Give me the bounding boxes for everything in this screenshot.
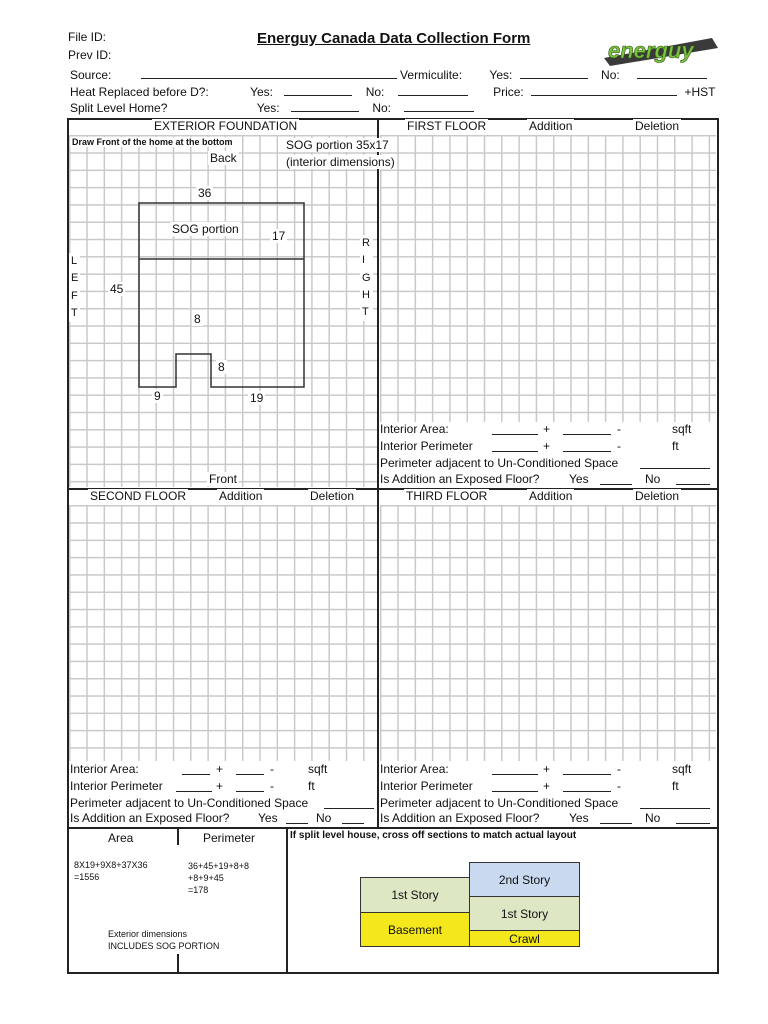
sf-exposed-yes-field[interactable] bbox=[286, 812, 308, 824]
tf-area-add-field[interactable] bbox=[563, 763, 611, 775]
sf-exposed-yes: Yes bbox=[258, 811, 278, 825]
sf-perim-minus: - bbox=[270, 779, 274, 793]
third-floor-deletion[interactable]: Deletion bbox=[635, 489, 680, 503]
tf-exposed-floor-label: Is Addition an Exposed Floor? bbox=[380, 811, 540, 825]
form-title: Energuy Canada Data Collection Form bbox=[257, 30, 531, 47]
ff-perim-field[interactable] bbox=[492, 440, 538, 452]
sf-perim-plus: + bbox=[216, 779, 224, 793]
sf-exposed-floor-label: Is Addition an Exposed Floor? bbox=[70, 811, 230, 825]
sog-note-2: (interior dimensions) bbox=[286, 155, 395, 169]
sf-perim-add-field[interactable] bbox=[236, 780, 264, 792]
ff-sqft: sqft bbox=[672, 422, 692, 436]
left-letter: T bbox=[71, 306, 78, 319]
heat-replaced-label: Heat Replaced before D?: bbox=[70, 85, 209, 99]
left-letter: E bbox=[71, 272, 79, 285]
hst-label: +HST bbox=[684, 85, 716, 99]
sf-area-add-field[interactable] bbox=[236, 763, 264, 775]
sf-sqft: sqft bbox=[308, 762, 328, 776]
second-story-box[interactable] bbox=[469, 862, 580, 897]
split-level-note: If split level house, cross off sections to match actual layout bbox=[290, 830, 577, 841]
split-yes-label: Yes: bbox=[256, 101, 280, 115]
exterior-note-1: Exterior dimensions bbox=[108, 929, 188, 939]
crawl-box[interactable] bbox=[469, 930, 580, 947]
right-letter: R bbox=[362, 237, 370, 249]
logo-text: energuy bbox=[608, 38, 694, 63]
dim-36: 36 bbox=[198, 186, 212, 200]
tf-area-plus: + bbox=[543, 762, 551, 776]
second-floor-title: SECOND FLOOR bbox=[90, 489, 187, 503]
left-letter: L bbox=[71, 255, 78, 267]
tf-area-minus: - bbox=[617, 762, 621, 776]
tf-sqft: sqft bbox=[672, 762, 692, 776]
ff-interior-perimeter-label: Interior Perimeter bbox=[380, 439, 473, 453]
tf-perimeter-adjacent-field[interactable] bbox=[640, 797, 710, 809]
front-label: Front bbox=[209, 472, 238, 486]
tf-perimeter-adjacent-label: Perimeter adjacent to Un-Conditioned Space bbox=[380, 796, 619, 810]
sf-area-field[interactable] bbox=[182, 763, 210, 775]
basement-box[interactable] bbox=[360, 912, 470, 947]
split-no-label: No: bbox=[372, 101, 392, 115]
perimeter-header: Perimeter bbox=[203, 831, 256, 845]
ff-exposed-floor-label: Is Addition an Exposed Floor? bbox=[380, 472, 540, 486]
vermiculite-yes-label: Yes: bbox=[489, 68, 513, 82]
ff-perimeter-adjacent-field[interactable] bbox=[640, 457, 710, 469]
ff-area-minus: - bbox=[617, 422, 621, 436]
third-floor-addition[interactable]: Addition bbox=[529, 489, 573, 503]
right-letter: I bbox=[362, 254, 366, 267]
ff-area-plus: + bbox=[543, 422, 551, 436]
first-story-right-label: 1st Story bbox=[500, 906, 549, 921]
dim-8-right: 8 bbox=[218, 360, 225, 374]
vermiculite-no-label: No: bbox=[601, 68, 620, 82]
third-floor-title: THIRD FLOOR bbox=[406, 489, 488, 503]
tf-exposed-yes-field[interactable] bbox=[600, 812, 632, 824]
sf-exposed-no: No bbox=[316, 811, 332, 825]
split-level-label: Split Level Home? bbox=[70, 101, 168, 115]
ff-exposed-no: No bbox=[645, 472, 661, 486]
heat-yes-label: Yes: bbox=[250, 85, 274, 99]
foundation-title: EXTERIOR FOUNDATION bbox=[154, 119, 298, 133]
perim-calc-line-1: 36+45+19+8+8 bbox=[188, 861, 250, 871]
sf-interior-perimeter-label: Interior Perimeter bbox=[70, 779, 163, 793]
source-label: Source: bbox=[70, 68, 112, 82]
ff-perim-minus: - bbox=[617, 439, 621, 453]
sf-ft: ft bbox=[308, 779, 315, 793]
ff-perimeter-adjacent-label: Perimeter adjacent to Un-Conditioned Space bbox=[380, 456, 619, 470]
dim-17: 17 bbox=[272, 229, 286, 243]
second-story-label: 2nd Story bbox=[498, 872, 551, 887]
heat-no-label: No: bbox=[365, 85, 385, 99]
tf-perim-add-field[interactable] bbox=[563, 780, 611, 792]
first-story-left-box[interactable] bbox=[360, 877, 470, 913]
tf-interior-area-label: Interior Area: bbox=[380, 762, 449, 776]
ff-ft: ft bbox=[672, 439, 679, 453]
right-letter: T bbox=[362, 306, 369, 319]
second-floor-deletion[interactable]: Deletion bbox=[310, 489, 355, 503]
tf-ft: ft bbox=[672, 779, 679, 793]
back-label: Back bbox=[210, 151, 237, 165]
ff-exposed-no-field[interactable] bbox=[676, 473, 710, 485]
sf-exposed-no-field[interactable] bbox=[342, 812, 364, 824]
file-id-label: File ID: bbox=[68, 30, 107, 44]
ff-exposed-yes: Yes bbox=[569, 472, 589, 486]
perim-calc-line-3: =178 bbox=[188, 885, 209, 895]
exterior-note-2: INCLUDES SOG PORTION bbox=[108, 941, 220, 951]
first-floor-deletion[interactable]: Deletion bbox=[635, 119, 680, 133]
ff-area-field[interactable] bbox=[492, 423, 538, 435]
right-letter: H bbox=[362, 288, 370, 301]
crawl-label: Crawl bbox=[509, 931, 540, 946]
tf-area-field[interactable] bbox=[492, 763, 538, 775]
ff-perim-plus: + bbox=[543, 439, 551, 453]
prev-id-label: Prev ID: bbox=[68, 48, 112, 62]
ff-exposed-yes-field[interactable] bbox=[600, 473, 632, 485]
sog-note-1: SOG portion 35x17 bbox=[286, 138, 389, 152]
left-letter: F bbox=[71, 289, 78, 302]
area-calc-line-2: =1556 bbox=[74, 872, 100, 882]
tf-interior-perimeter-label: Interior Perimeter bbox=[380, 779, 473, 793]
vermiculite-label: Vermiculite: bbox=[400, 68, 463, 82]
sf-perimeter-adjacent-label: Perimeter adjacent to Un-Conditioned Space bbox=[70, 796, 309, 810]
dim-45: 45 bbox=[110, 282, 124, 296]
first-floor-title: FIRST FLOOR bbox=[407, 119, 487, 133]
dim-9: 9 bbox=[154, 389, 161, 403]
ff-area-add-field[interactable] bbox=[563, 423, 611, 435]
first-story-left-label: 1st Story bbox=[391, 888, 439, 902]
area-header: Area bbox=[108, 831, 134, 845]
sf-area-minus: - bbox=[270, 762, 274, 776]
sf-interior-area-label: Interior Area: bbox=[70, 762, 139, 776]
dim-19: 19 bbox=[250, 391, 264, 405]
sf-perimeter-adjacent-field[interactable] bbox=[324, 797, 374, 809]
first-floor-addition[interactable]: Addition bbox=[529, 119, 573, 133]
ff-interior-area-label: Interior Area: bbox=[380, 422, 449, 436]
area-calc-line-1: 8X19+9X8+37X36 bbox=[74, 860, 148, 870]
second-floor-addition[interactable]: Addition bbox=[219, 489, 263, 503]
dim-8-top: 8 bbox=[194, 312, 201, 326]
sf-perim-field[interactable] bbox=[176, 780, 212, 792]
tf-perim-field[interactable] bbox=[492, 780, 538, 792]
ff-perim-add-field[interactable] bbox=[563, 440, 611, 452]
right-letter: G bbox=[362, 271, 371, 284]
price-label: Price: bbox=[493, 85, 524, 99]
perim-calc-line-2: +8+9+45 bbox=[188, 873, 224, 883]
sog-portion-label: SOG portion bbox=[172, 222, 239, 236]
tf-perim-minus: - bbox=[617, 779, 621, 793]
first-story-right-box[interactable] bbox=[469, 896, 580, 931]
sf-area-plus: + bbox=[216, 762, 224, 776]
tf-exposed-yes: Yes bbox=[569, 811, 589, 825]
foundation-instruction: Draw Front of the home at the bottom bbox=[72, 137, 233, 147]
tf-exposed-no-field[interactable] bbox=[676, 812, 710, 824]
tf-exposed-no: No bbox=[645, 811, 661, 825]
basement-label: Basement bbox=[387, 922, 443, 937]
tf-perim-plus: + bbox=[543, 779, 551, 793]
